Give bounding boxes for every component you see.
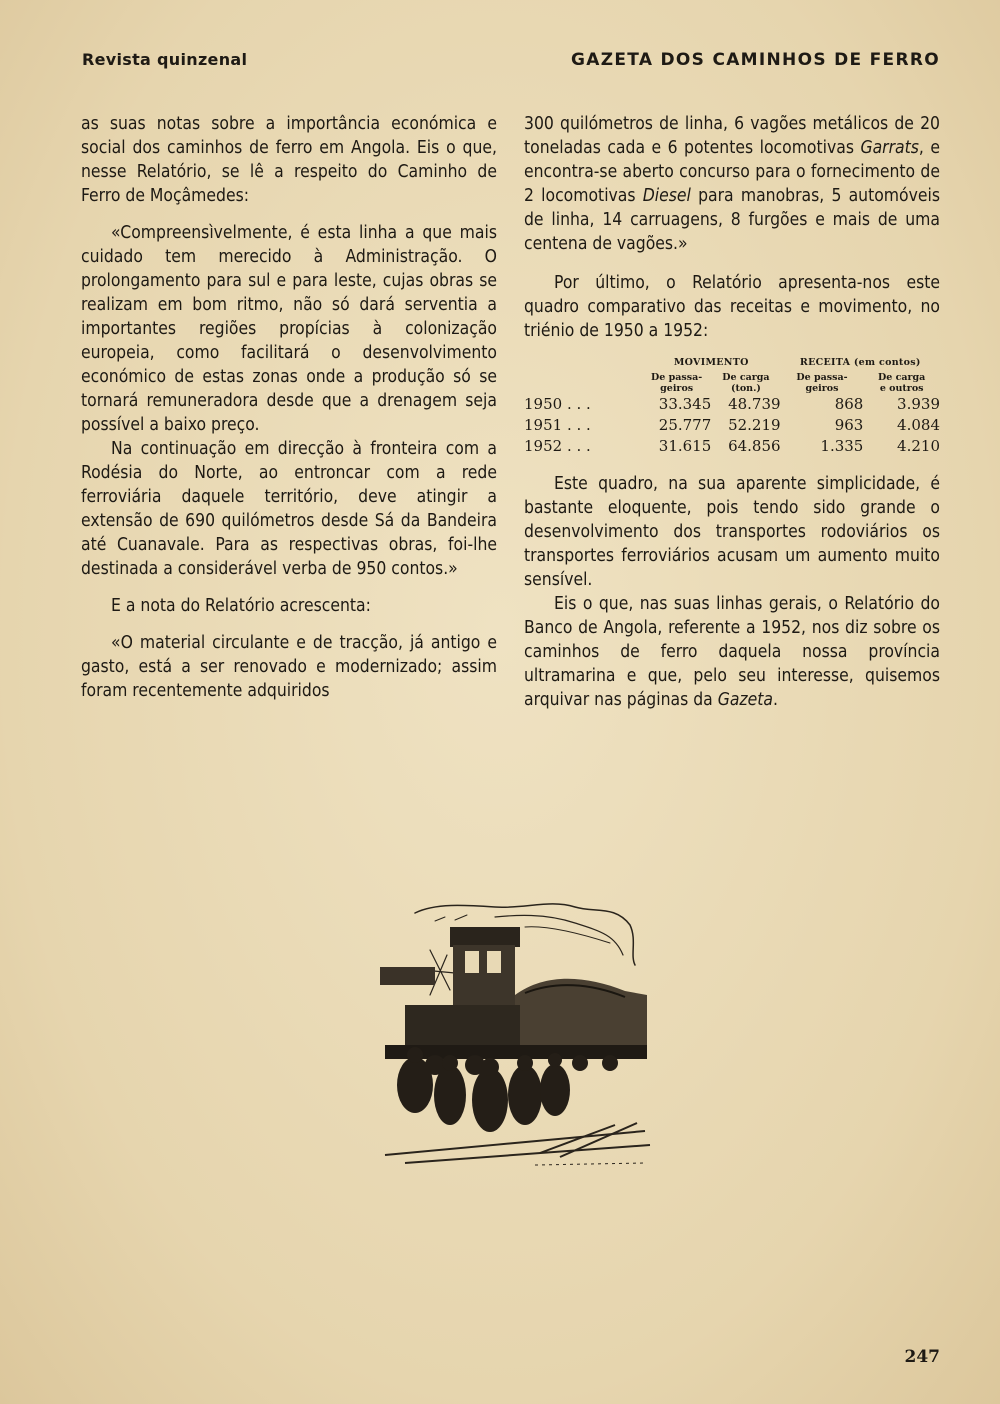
- quote-paragraph: «Compreensìvelmente, é esta linha a que mais cuidado tem merecido à Administração. O prolongamento para sul e para leste, cujas obras se realizam em bom ritmo, não só dará serventia a importantes regiões propícias à colonização europeia, como facilitará o desenvolvimento económico de estas zonas onde a produção só se tornará remuneradora desde que a drenagem seja possível a baixo preço.: [81, 223, 497, 435]
- table-column-header: De passa- geiros: [796, 372, 848, 394]
- comparison-table: [524, 357, 940, 457]
- table-row: 1950 . . . 33.345 48.739 868 3.939: [524, 395, 940, 413]
- quote-paragraph: «O material circulante e de tracção, já antigo e gasto, está a ser renovado e modernizado; assim foram recentemente adquiridos: [81, 633, 497, 701]
- table-row: 1952 . . . 31.615 64.856 1.335 4.210: [524, 437, 940, 455]
- right-column: [524, 112, 940, 712]
- table-column-header: De passa- geiros: [651, 372, 703, 394]
- paragraph: 300 quilómetros de linha, 6 vagões metálicos de 20 toneladas cada e 6 potentes locomotivas Garrats, e encontra-se aberto concurso para o fornecimento de 2 locomotivas Diesel para manobras, 5 automóveis de linha, 14 carruagens, 8 furgões e mais de uma centena de vagões.»: [524, 114, 941, 254]
- paragraph: Eis o que, nas suas linhas gerais, o Relatório do Banco de Angola, referente a 1952, nos diz sobre os caminhos de ferro daquela nossa província ultramarina e que, pelo seu interesse, quisemos arquivar nas páginas da Gazeta.: [524, 594, 940, 710]
- paragraph: as suas notas sobre a importância económica e social dos caminhos de ferro em Angola. Eis o que, nesse Relatório, se lê a respeito do Caminho de Ferro de Moçâmedes:: [81, 114, 497, 206]
- paragraph: E a nota do Relatório acrescenta:: [111, 596, 371, 616]
- locomotive-illustration: [375, 895, 655, 1170]
- page-number: 247: [904, 1347, 940, 1367]
- running-header-left: Revista quinzenal: [82, 50, 248, 69]
- paragraph: Por último, o Relatório apresenta-nos este quadro comparativo das receitas e movimento, no triénio de 1950 a 1952:: [524, 273, 940, 341]
- paragraph: Este quadro, na sua aparente simplicidade, é bastante eloquente, pois tendo sido grande o desenvolvimento dos transportes rodoviários os transportes ferroviários acusam um aumento muito sensível.: [524, 474, 940, 590]
- running-header-right: GAZETA DOS CAMINHOS DE FERRO: [571, 50, 940, 70]
- table-column-header: De carga (ton.): [722, 372, 770, 394]
- table-column-header: De carga e outros: [878, 372, 926, 394]
- table-group-header: MOVIMENTO: [673, 357, 749, 368]
- table-group-header: RECEITA (em contos): [799, 357, 921, 368]
- quote-paragraph: Na continuação em direcção à fronteira com a Rodésia do Norte, ao entroncar com a rede ferroviária daquele território, deve atingir a extensão de 690 quilómetros desde Sá da Bandeira até Cuanavale. Para as respectivas obras, foi-lhe destinada a considerável verba de 950 contos.»: [81, 439, 497, 579]
- table-row: 1951 . . . 25.777 52.219 963 4.084: [524, 416, 940, 434]
- left-column: [81, 112, 497, 703]
